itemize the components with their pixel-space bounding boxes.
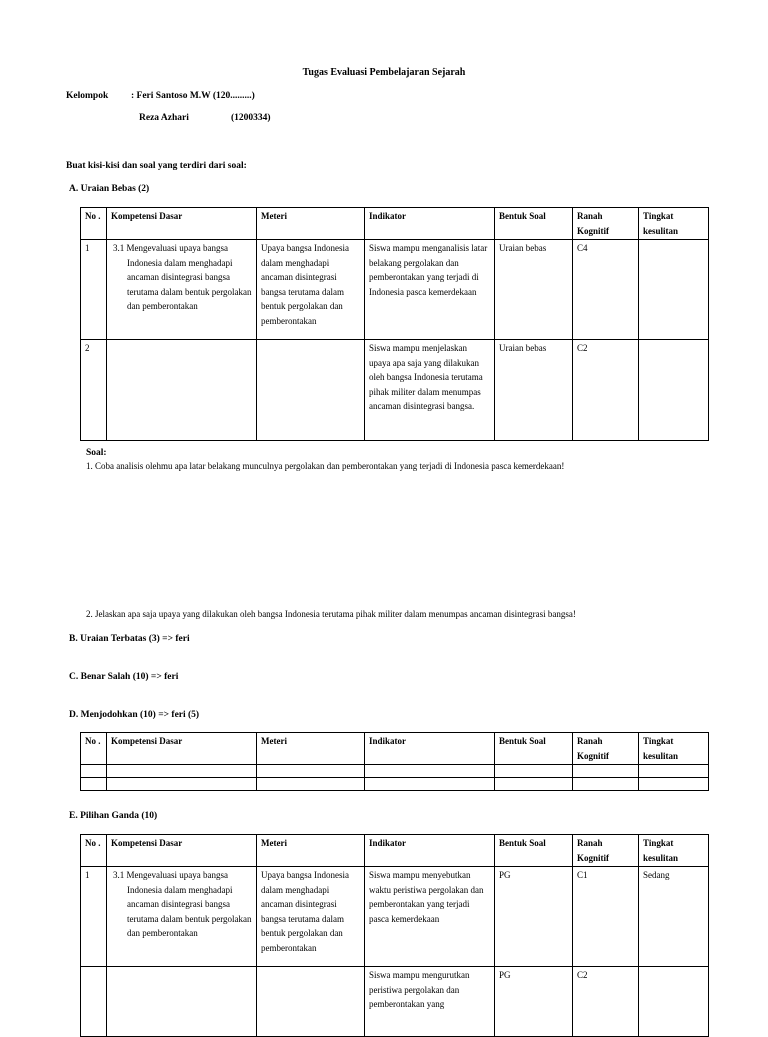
cell-indikator: Siswa mampu menyebutkan waktu peristiwa pergolakan dan pemberontakan yang terjadi pasca kemerdekaan <box>365 867 495 967</box>
cell-materi <box>257 967 365 1037</box>
header-indikator: Indikator <box>365 733 495 765</box>
question-1: 1. Coba analisis olehmu apa latar belakang munculnya pergolakan dan pemberontakan yang terjadi di Indonesia pasca kemerdekaan! <box>86 461 565 471</box>
header-kompetensi-dasar: Kompetensi Dasar <box>107 733 257 765</box>
header-indikator: Indikator <box>365 835 495 867</box>
cell-no: 2 <box>81 340 107 441</box>
section-d-heading: D. Menjodohkan (10) => feri (5) <box>69 710 200 720</box>
header-bentuk-soal: Bentuk Soal <box>495 835 573 867</box>
cell-empty <box>81 778 107 791</box>
cell-empty <box>365 765 495 778</box>
header-materi: Meteri <box>257 733 365 765</box>
header-tingkat-kesulitan: Tingkat kesulitan <box>639 835 709 867</box>
header-bentuk-soal: Bentuk Soal <box>495 733 573 765</box>
cell-bentuk-soal: PG <box>495 867 573 967</box>
header-ranah-kognitif: Ranah Kognitif <box>573 208 639 240</box>
table-row <box>81 340 709 441</box>
cell-ranah-kognitif: C2 <box>573 967 639 1037</box>
cell-bentuk-soal: Uraian bebas <box>495 240 573 340</box>
cell-kompetensi-dasar <box>107 867 257 967</box>
kd-text: 3.1 Mengevaluasi upaya bangsa Indonesia dalam menghadapi ancaman disintegrasi bangsa terutama dalam bentuk pergolakan dan pemberontakan <box>113 243 252 311</box>
table-row <box>81 240 709 340</box>
cell-indikator: Siswa mampu mengurutkan peristiwa pergolakan dan pemberontakan yang <box>365 967 495 1037</box>
header-ranah-kognitif: Ranah Kognitif <box>573 835 639 867</box>
member-2-id: (1200334) <box>231 113 271 123</box>
cell-empty <box>639 765 709 778</box>
header-tingkat-kesulitan: Tingkat kesulitan <box>639 208 709 240</box>
cell-no: 1 <box>81 240 107 340</box>
cell-kompetensi-dasar <box>107 967 257 1037</box>
kd-text: 3.1 Mengevaluasi upaya bangsa Indonesia dalam menghadapi ancaman disintegrasi bangsa terutama dalam bentuk pergolakan dan pemberontakan <box>113 870 252 938</box>
cell-empty <box>107 765 257 778</box>
kisi-kisi-table-d <box>80 732 709 791</box>
cell-materi: Upaya bangsa Indonesia dalam menghadapi ancaman disintegrasi bangsa terutama dalam bentuk pergolakan dan pemberontakan <box>257 240 365 340</box>
member-1: : Feri Santoso M.W (120.........) <box>131 91 255 101</box>
header-no: No . <box>81 733 107 765</box>
header-no: No . <box>81 835 107 867</box>
cell-empty <box>81 765 107 778</box>
cell-ranah-kognitif: C4 <box>573 240 639 340</box>
cell-bentuk-soal: Uraian bebas <box>495 340 573 441</box>
table-row <box>81 765 709 778</box>
kisi-kisi-table-e <box>80 834 709 1037</box>
member-2-name: Reza Azhari <box>139 113 189 123</box>
header-indikator: Indikator <box>365 208 495 240</box>
cell-tingkat-kesulitan: Sedang <box>639 867 709 967</box>
table-row <box>81 867 709 967</box>
section-e-heading: E. Pilihan Ganda (10) <box>69 811 158 821</box>
cell-empty <box>639 778 709 791</box>
question-2: 2. Jelaskan apa saja upaya yang dilakukan oleh bangsa Indonesia terutama pihak militer dalam menumpas ancaman disintegrasi bangsa! <box>86 609 576 619</box>
cell-empty <box>107 778 257 791</box>
header-materi: Meteri <box>257 835 365 867</box>
header-bentuk-soal: Bentuk Soal <box>495 208 573 240</box>
section-c-heading: C. Benar Salah (10) => feri <box>69 672 179 682</box>
cell-tingkat-kesulitan <box>639 967 709 1037</box>
cell-tingkat-kesulitan <box>639 240 709 340</box>
table-header-row <box>81 835 709 867</box>
header-materi: Meteri <box>257 208 365 240</box>
instruction-text: Buat kisi-kisi dan soal yang terdiri dari soal: <box>66 161 247 171</box>
cell-materi <box>257 340 365 441</box>
cell-indikator: Siswa mampu menjelaskan upaya apa saja yang dilakukan oleh bangsa Indonesia terutama pihak militer dalam menumpas ancaman disintegrasi bangsa. <box>365 340 495 441</box>
cell-indikator: Siswa mampu menganalisis latar belakang pergolakan dan pemberontakan yang terjadi di Indonesia pasca kemerdekaan <box>365 240 495 340</box>
header-kompetensi-dasar: Kompetensi Dasar <box>107 835 257 867</box>
header-kompetensi-dasar: Kompetensi Dasar <box>107 208 257 240</box>
header-ranah-kognitif: Ranah Kognitif <box>573 733 639 765</box>
cell-no: 1 <box>81 867 107 967</box>
soal-label: Soal: <box>86 448 107 458</box>
cell-ranah-kognitif: C1 <box>573 867 639 967</box>
header-no: No . <box>81 208 107 240</box>
table-header-row <box>81 733 709 765</box>
table-row <box>81 778 709 791</box>
cell-empty <box>257 765 365 778</box>
cell-empty <box>573 765 639 778</box>
cell-ranah-kognitif: C2 <box>573 340 639 441</box>
cell-bentuk-soal: PG <box>495 967 573 1037</box>
section-a-heading: A. Uraian Bebas (2) <box>69 184 150 194</box>
document-title: Tugas Evaluasi Pembelajaran Sejarah <box>302 67 466 78</box>
kisi-kisi-table-a <box>80 207 709 441</box>
table-header-row <box>81 208 709 240</box>
cell-tingkat-kesulitan <box>639 340 709 441</box>
header-tingkat-kesulitan: Tingkat kesulitan <box>639 733 709 765</box>
cell-empty <box>573 778 639 791</box>
kelompok-label: Kelompok <box>66 91 109 101</box>
cell-materi: Upaya bangsa Indonesia dalam menghadapi ancaman disintegrasi bangsa terutama dalam bentuk pergolakan dan pemberontakan <box>257 867 365 967</box>
cell-empty <box>365 778 495 791</box>
cell-kompetensi-dasar <box>107 340 257 441</box>
section-b-heading: B. Uraian Terbatas (3) => feri <box>69 634 190 644</box>
cell-empty <box>257 778 365 791</box>
cell-empty <box>495 765 573 778</box>
cell-empty <box>495 778 573 791</box>
cell-no <box>81 967 107 1037</box>
table-row <box>81 967 709 1037</box>
cell-kompetensi-dasar <box>107 240 257 340</box>
